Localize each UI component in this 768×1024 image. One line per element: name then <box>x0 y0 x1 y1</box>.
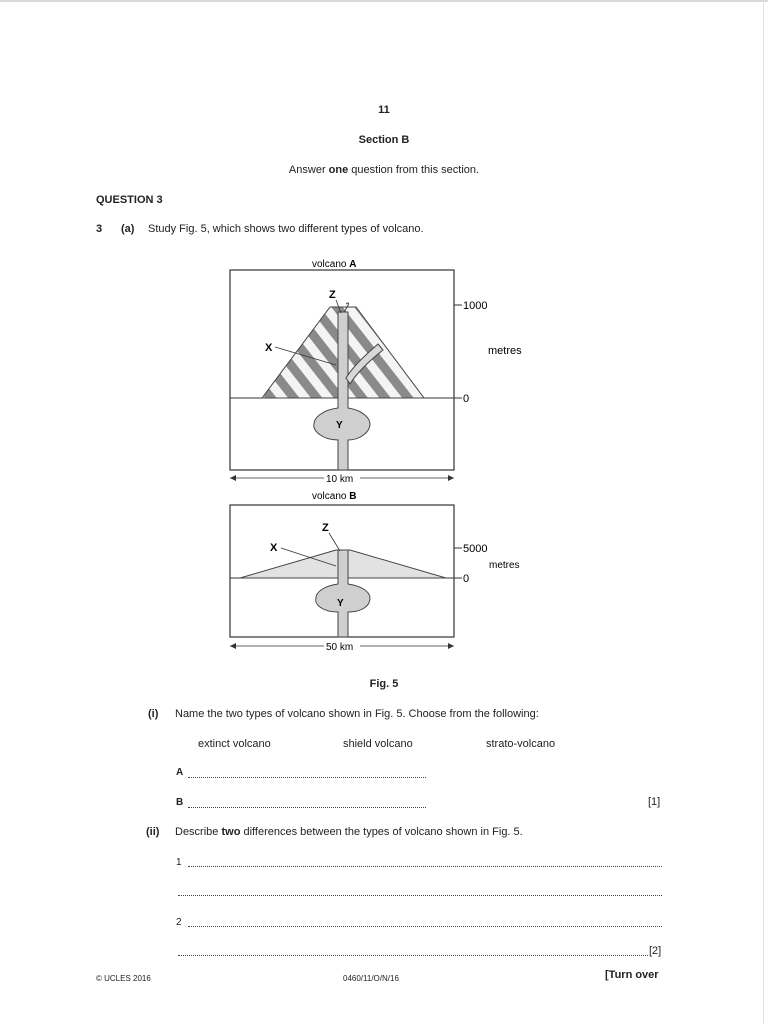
volcano-a-arrowhead-left <box>230 475 236 481</box>
volcano-a-label-z: Z <box>329 289 336 301</box>
answer-2-line-b[interactable] <box>178 955 648 956</box>
part-ii-text-end: differences between the types of volcano shown in Fig. 5. <box>240 826 523 838</box>
volcano-b-title: volcano B <box>312 491 357 502</box>
answer-2-line-a[interactable] <box>188 926 662 927</box>
section-title: Section B <box>358 134 410 146</box>
part-i-text: Name the two types of volcano shown in Fig. 5. Choose from the following: <box>175 708 539 720</box>
volcano-a-title: volcano A <box>312 259 357 270</box>
volcano-a-arrowhead-right <box>448 475 454 481</box>
volcano-b-label-y: Y <box>337 598 344 609</box>
option-2: shield volcano <box>343 738 413 750</box>
answer-b-label: B <box>176 797 184 808</box>
answer-1-line-b[interactable] <box>178 895 662 896</box>
volcano-b-unit: metres <box>489 560 520 571</box>
option-1: extinct volcano <box>198 738 271 750</box>
part-ii-text <box>175 826 523 838</box>
instruction-text-end: question from this section. <box>348 164 480 176</box>
answer-a-line[interactable] <box>188 777 426 778</box>
volcano-b-label-x: X <box>270 542 278 554</box>
volcano-b-z-pointer <box>329 533 340 551</box>
volcano-b-tick-zero-label: 0 <box>463 573 470 585</box>
figure-caption: Fig. 5 <box>369 678 399 690</box>
volcano-a-label-x: X <box>265 342 273 354</box>
part-i-marks: [1] <box>648 796 661 808</box>
option-3: strato-volcano <box>486 738 556 750</box>
part-ii-marks: [2] <box>649 945 662 957</box>
instruction-bold: one <box>328 164 349 176</box>
volcano-a-width-label: 10 km <box>326 474 354 485</box>
volcano-b-label-z: Z <box>322 522 329 534</box>
question-part-a: (a) <box>121 223 135 235</box>
page-number: 11 <box>378 104 390 116</box>
volcano-a-label-y: Y <box>336 420 343 431</box>
part-ii-text-bold: two <box>221 826 241 838</box>
question-heading: QUESTION 3 <box>96 194 163 206</box>
part-ii-text-start: Describe <box>175 826 222 838</box>
instruction-text: Answer <box>288 164 329 176</box>
answer-b-line[interactable] <box>188 807 426 808</box>
line-1-label: 1 <box>176 857 182 868</box>
question-prompt: Study Fig. 5, which shows two different types of volcano. <box>148 223 424 235</box>
volcano-a-tick-top-label: 1000 <box>463 300 488 312</box>
question-number: 3 <box>96 223 103 235</box>
footer-turn-over: [Turn over <box>605 969 659 981</box>
part-ii-label: (ii) <box>146 826 160 838</box>
volcano-b-arrowhead-left <box>230 643 236 649</box>
part-i-label: (i) <box>148 708 159 720</box>
volcano-a-tick-zero-label: 0 <box>463 393 470 405</box>
volcano-b-tick-top-label: 5000 <box>463 543 488 555</box>
volcano-b-width-label: 50 km <box>326 642 354 653</box>
answer-a-label: A <box>176 767 184 778</box>
answer-1-line-a[interactable] <box>188 866 662 867</box>
footer-copyright: © UCLES 2016 <box>96 974 151 983</box>
volcano-a-unit: metres <box>488 345 522 357</box>
footer-code: 0460/11/O/N/16 <box>343 974 399 983</box>
line-2-label: 2 <box>176 917 182 928</box>
volcano-b-arrowhead-right <box>448 643 454 649</box>
